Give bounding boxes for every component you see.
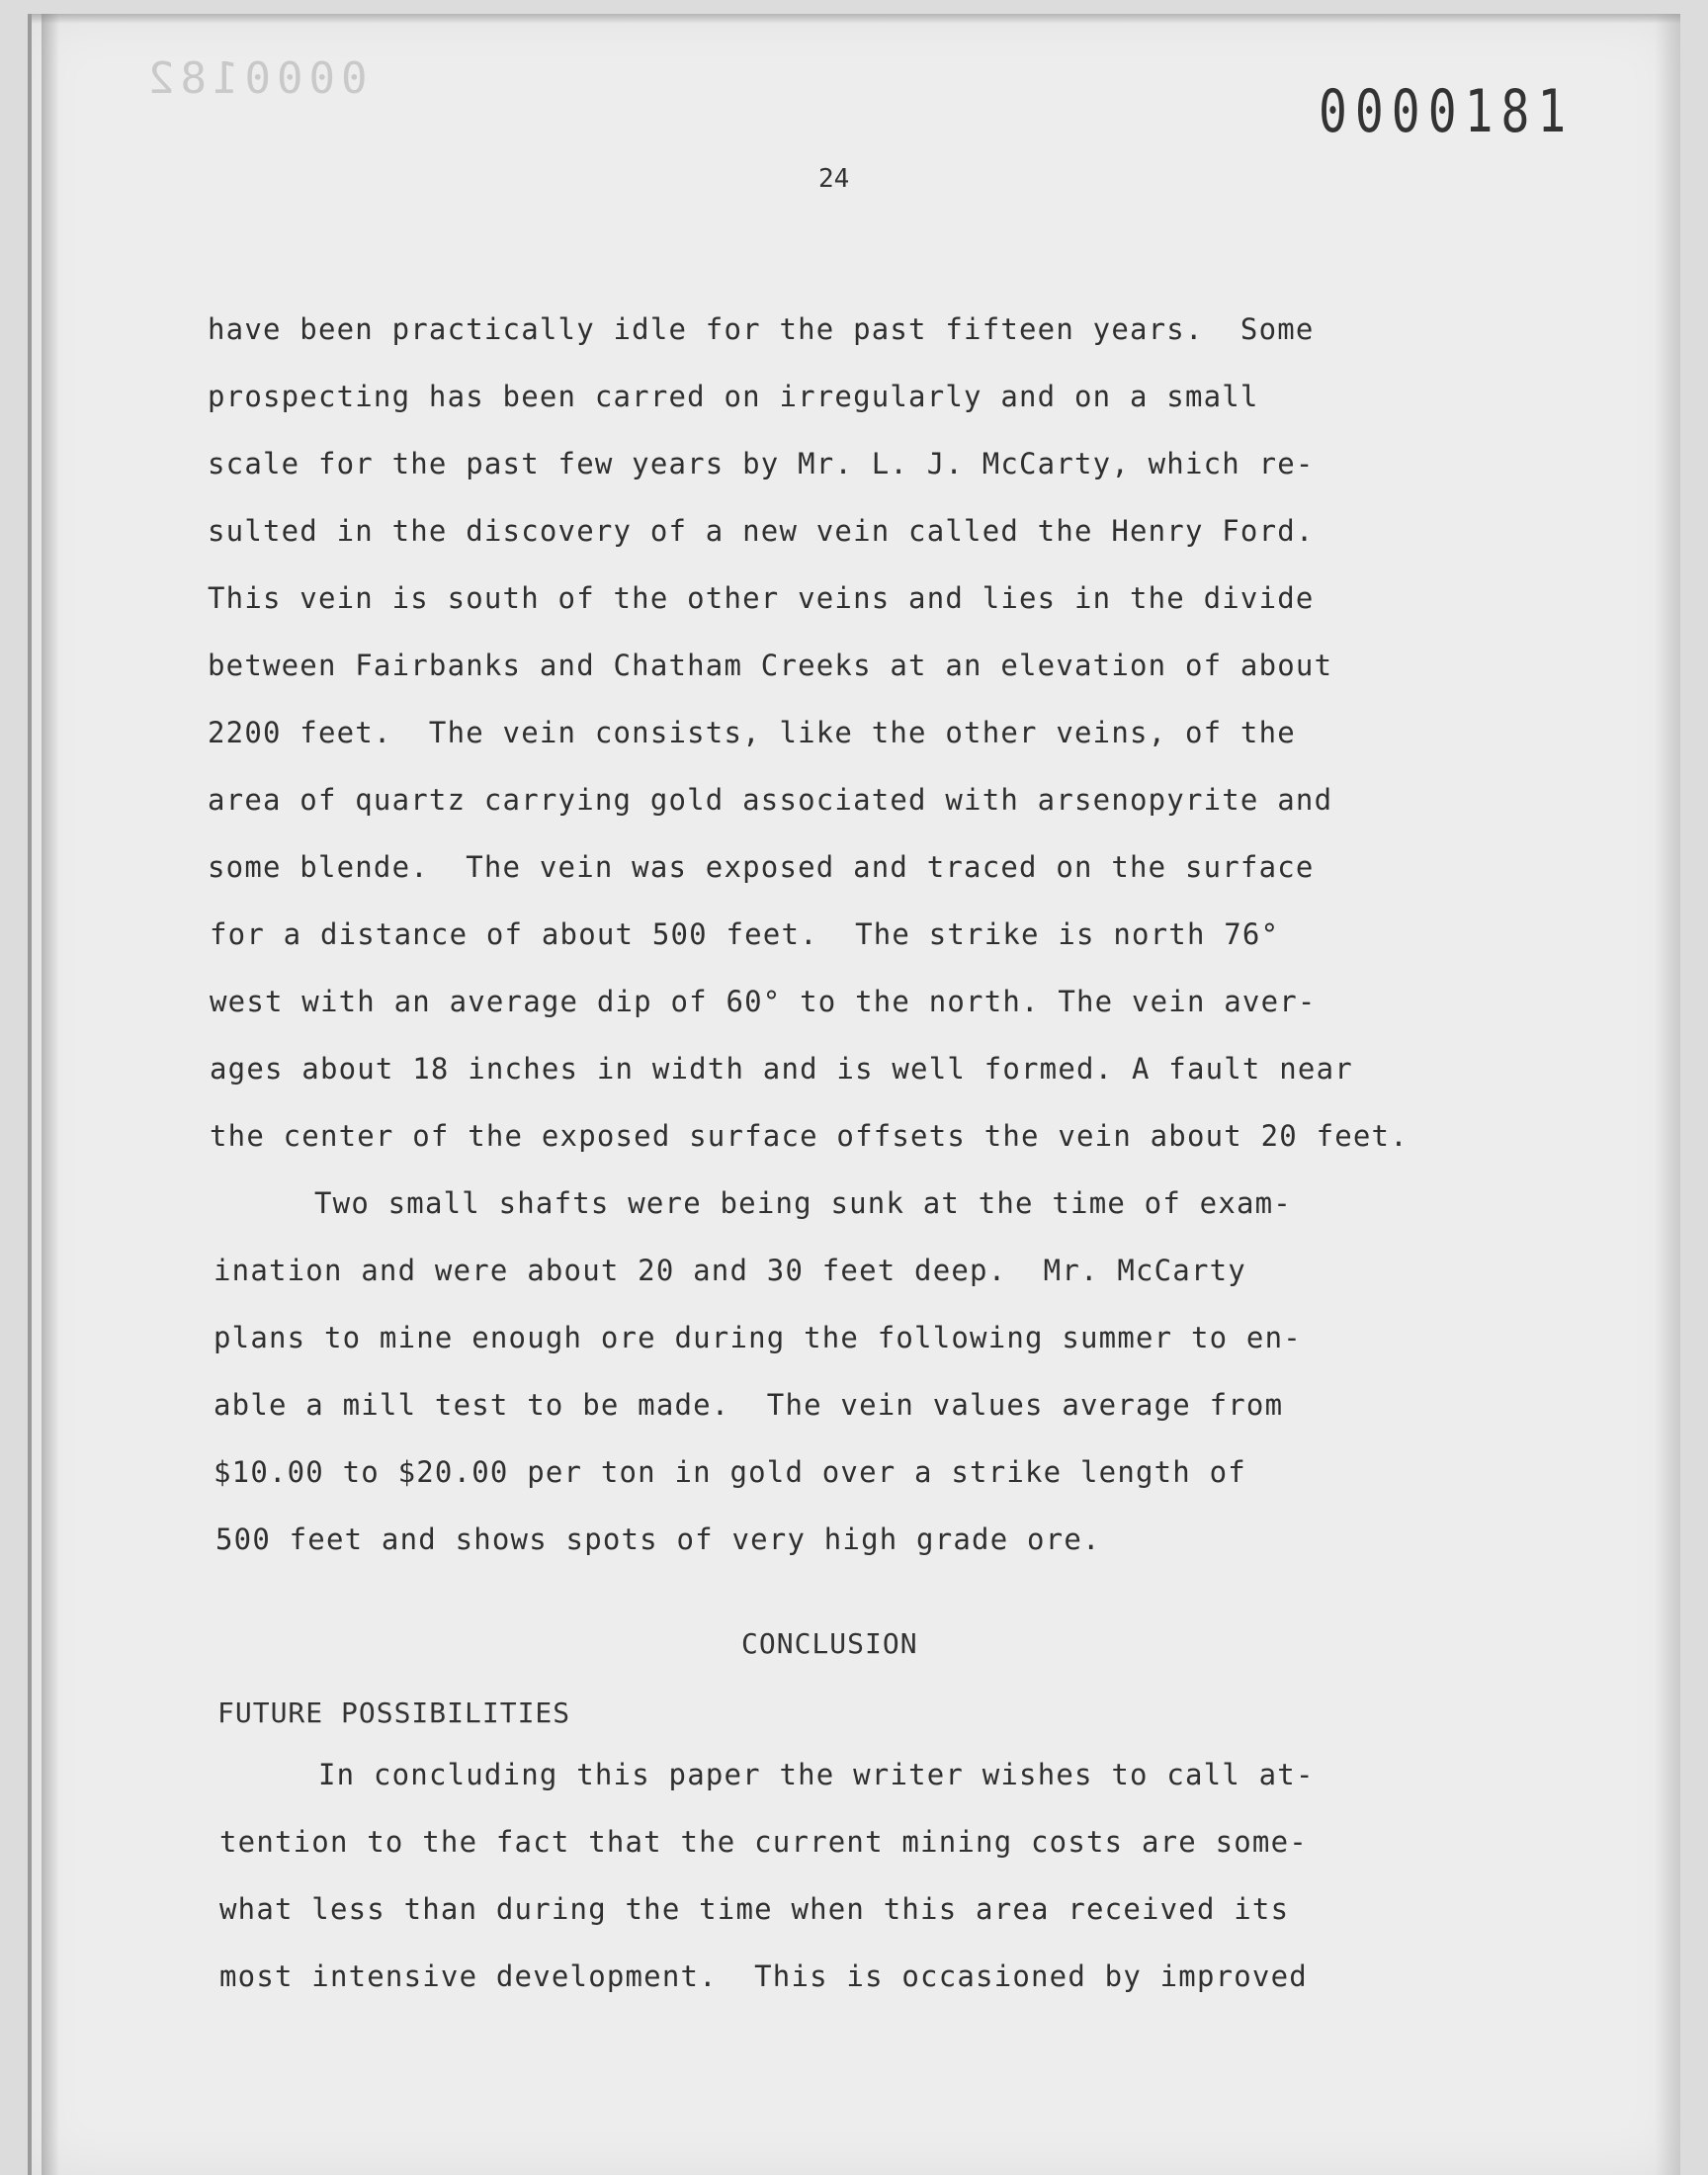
document-stamp-number: 0000181 (1319, 77, 1575, 146)
paragraph1-line: sulted in the discovery of a new vein called the Henry Ford. (208, 514, 1315, 548)
paragraph2-line: Two small shafts were being sunk at the time of exam- (314, 1186, 1292, 1220)
paragraph3-line: what less than during the time when this area received its (219, 1892, 1290, 1926)
paragraph1-line: This vein is south of the other veins and lies in the divide (208, 581, 1315, 615)
paragraph2-line: $10.00 to $20.00 per ton in gold over a strike length of (214, 1455, 1246, 1489)
paragraph1-line: for a distance of about 500 feet. The strike is north 76° (210, 917, 1280, 951)
paragraph3-line: In concluding this paper the writer wishes to call at- (318, 1758, 1315, 1791)
paragraph2-line: able a mill test to be made. The vein values average from (214, 1388, 1284, 1422)
paragraph3-line: tention to the fact that the current mining costs are some- (219, 1825, 1308, 1859)
paragraph2-line: ination and were about 20 and 30 feet deep. Mr. McCarty (214, 1254, 1246, 1287)
subsection-heading-future-possibilities: FUTURE POSSIBILITIES (217, 1696, 571, 1729)
paragraph1-line: west with an average dip of 60° to the north. The vein aver- (210, 985, 1317, 1018)
paragraph1-line: scale for the past few years by Mr. L. J. McCarty, which re- (208, 447, 1315, 480)
bleed-through-number: 0000182 (142, 53, 368, 104)
page-top-edge (32, 14, 1680, 24)
paragraph1-line: ages about 18 inches in width and is well formed. A fault near (210, 1052, 1353, 1086)
page-number: 24 (818, 164, 850, 194)
paragraph1-line: have been practically idle for the past fifteen years. Some (208, 312, 1315, 346)
paragraph2-line: plans to mine enough ore during the following summer to en- (214, 1321, 1302, 1354)
paragraph2-line: 500 feet and shows spots of very high grade ore. (215, 1522, 1101, 1556)
paragraph1-line: 2200 feet. The vein consists, like the other veins, of the (208, 716, 1296, 749)
page-right-edge (1655, 14, 1680, 2175)
paragraph1-line: some blende. The vein was exposed and traced on the surface (208, 850, 1315, 884)
paragraph1-line: area of quartz carrying gold associated with arsenopyrite and (208, 783, 1333, 817)
paragraph3-line: most intensive development. This is occasioned by improved (219, 1959, 1308, 1993)
paragraph1-line: the center of the exposed surface offsets the vein about 20 feet. (210, 1119, 1409, 1153)
document-page (28, 14, 1680, 2175)
section-heading-conclusion: CONCLUSION (741, 1627, 918, 1660)
paragraph1-line: between Fairbanks and Chatham Creeks at an elevation of about (208, 649, 1333, 682)
paragraph1-line: prospecting has been carred on irregularly and on a small (208, 380, 1259, 413)
